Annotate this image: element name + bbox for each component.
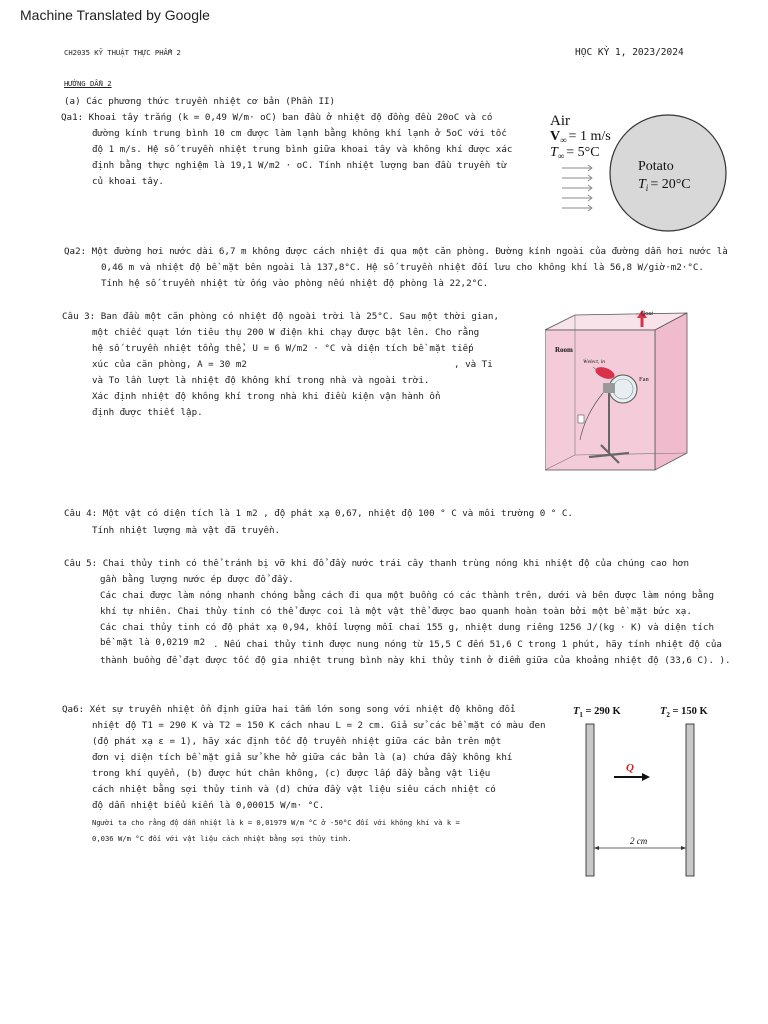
qa2-line: 0,46 m và nhiệt độ bề mặt bên ngoài là 137,8°C. Hệ số truyền nhiệt đối lưu cho không khí là 56,8 W/giờ·m2·°C. bbox=[101, 262, 704, 273]
qa1-line: đường kính trung bình 10 cm được làm lạnh bằng không khí lạnh ở 5oC với tốc bbox=[92, 128, 507, 139]
qa6-line: đơn vị diện tích bề mặt giả sử khe hở giữa các bản là (a) chứa đầy không khí bbox=[92, 752, 513, 763]
qa6-line: Qa6: Xét sự truyền nhiệt ổn định giữa hai tấm lớn song song với nhiệt độ không đổi bbox=[62, 704, 516, 715]
qa6-line: (độ phát xạ ε = 1), hãy xác định tốc độ truyền nhiệt giữa các bản trên một bbox=[92, 736, 502, 747]
qa6-line: trong khí quyển, (b) được hút chân không, (c) được lấp đầy bằng vật liệu bbox=[92, 768, 491, 779]
svg-text:T∞= 5°C: $T_\infty = 5^\circ C$ bbox=[550, 145, 600, 161]
qa6-line: cách nhiệt bằng sợi thủy tinh và (d) chứa đầy vật liệu siêu cách nhiệt có bbox=[92, 784, 496, 795]
room-label: Room bbox=[555, 346, 573, 354]
qa2-line: Qa2: Một đường hơi nước dài 6,7 m không được cách nhiệt đi qua một căn phòng. Đường kính ngoài của đường dẫn hơi nước là bbox=[64, 246, 728, 257]
t1-value: = 290 K bbox=[582, 706, 621, 717]
cau5-line: bề mặt là 0,0219 m2 bbox=[100, 637, 206, 648]
ti-symbol: T bbox=[638, 177, 646, 192]
cau3-line: và To lần lượt là nhiệt độ không khí trong nhà và ngoài trời. bbox=[92, 375, 430, 386]
qa6-line: độ dẫn nhiệt biểu kiến là 0,00015 W/m· °C. bbox=[92, 800, 325, 811]
svg-text:T1 = 290 K: $T_1 = 290$ K bbox=[573, 706, 621, 719]
airflow-arrows bbox=[562, 165, 592, 211]
term: HỌC KỲ 1, 2023/2024 bbox=[575, 47, 684, 58]
t-inf-symbol: T bbox=[550, 145, 558, 160]
svg-text:T2 = 150 K: $T_2 = 150$ K bbox=[660, 706, 708, 719]
course-code: CH2035 KỸ THUẬT THỰC PHẨM 2 bbox=[64, 48, 181, 57]
potato-label: Potato bbox=[638, 159, 674, 174]
fan-label: Fan bbox=[639, 376, 649, 383]
qa1-line: củ khoai tây. bbox=[92, 176, 164, 187]
room-fan-figure bbox=[545, 305, 695, 490]
cau4-line: Câu 4: Một vật có diện tích là 1 m2 , độ phát xạ 0,67, nhiệt độ 100 ° C và môi trường 0 ° C. bbox=[64, 508, 573, 519]
cau3-line: , và Ti bbox=[454, 359, 493, 370]
qa6-line: 0,036 W/m °C đối với vật liệu cách nhiệt bằng sợi thủy tinh. bbox=[92, 834, 352, 843]
q-out-label: Q̇out bbox=[641, 311, 653, 317]
air-temperature: = 5°C bbox=[566, 145, 600, 160]
qa1-line: Qa1: Khoai tây trắng (k = 0,49 W/m· oC) ban đầu ở nhiệt độ đồng đều 20oC và có bbox=[61, 112, 493, 123]
v-inf-symbol: V bbox=[550, 129, 561, 144]
cau5-line: Câu 5: Chai thủy tinh có thể tránh bị vỡ khi đổ đầy nước trái cây thanh trùng nóng khi nhiệt độ của chúng cao hơn bbox=[64, 558, 690, 569]
cau3-line: hệ số truyền nhiệt tổng thể, U = 6 W/m2 · °C và diện tích bề mặt tiếp bbox=[92, 343, 474, 354]
qa1-line: định bằng thực nghiệm là 19,1 W/m2 · oC. Tính nhiệt lượng ban đầu truyền từ bbox=[92, 160, 507, 171]
svg-text:Ti= 20°C: $T_i = 20^\circ C$ bbox=[638, 177, 691, 193]
guide-title: HƯỚNG DẪN 2 bbox=[64, 79, 112, 88]
cau3-line: định được thiết lập. bbox=[92, 407, 203, 418]
w-elect-label: Ẇelect, in bbox=[583, 359, 605, 365]
qa6-line: nhiệt độ T1 = 290 K và T2 = 150 K cách nhau L = 2 cm. Giả sử các bề mặt có màu đen bbox=[92, 720, 546, 731]
section-a-heading: (a) Các phương thức truyền nhiệt cơ bản (Phần II) bbox=[64, 96, 336, 107]
cau3-line: Câu 3: Ban đầu một căn phòng có nhiệt độ ngoài trời là 25°C. Sau một thời gian, bbox=[62, 311, 499, 322]
t2-symbol: T bbox=[660, 706, 667, 717]
cau3-line: Xác định nhiệt độ không khí trong nhà khi điều kiện vận hành ổn bbox=[92, 391, 441, 402]
gap-label: 2 cm bbox=[630, 836, 648, 846]
qa6-line: Người ta cho rằng độ dẫn nhiệt là k = 0,01979 W/m °C ở -50°C đối với không khí và k = bbox=[92, 818, 460, 827]
t1-symbol: T bbox=[573, 706, 580, 717]
plate-1 bbox=[586, 724, 594, 876]
cau3-line: một chiếc quạt lớn tiêu thụ 200 W điện khi chạy được bật lên. Cho rằng bbox=[92, 327, 480, 338]
potato-figure bbox=[540, 108, 730, 233]
machine-translation-banner: Machine Translated by Google bbox=[20, 7, 210, 23]
cau5-line: Các chai được làm nóng nhanh chóng bằng cách đi qua một buồng có các thành trên, dưới và bên được làm nóng bằng bbox=[100, 590, 714, 601]
cau5-line: . Nếu chai thủy tinh được nung nóng từ 15,5 C đến 51,6 C trong 1 phút, hãy tính nhiệt độ của bbox=[213, 639, 722, 650]
cau3-line: xúc của căn phòng, A = 30 m2 bbox=[92, 359, 247, 370]
potato-temperature: = 20°C bbox=[650, 177, 691, 192]
cau5-line: khí tự nhiên. Chai thủy tinh có thể được coi là một vật thể được bao quanh hoàn toàn bởi một bề mặt bức xạ. bbox=[100, 606, 692, 617]
air-velocity: = 1 m/s bbox=[568, 129, 611, 144]
svg-text:V∞= 1 m/s: $V_\infty = 1$ m/s bbox=[550, 129, 611, 145]
wall-outlet-icon bbox=[578, 415, 584, 423]
plate-2 bbox=[686, 724, 694, 876]
q-label: Q bbox=[626, 762, 634, 774]
qa2-line: Tính hệ số truyền nhiệt từ ống vào phòng nếu nhiệt độ phòng là 22,2°C. bbox=[101, 278, 489, 289]
t2-value: = 150 K bbox=[669, 706, 708, 717]
cau4-line: Tính nhiệt lượng mà vật đã truyền. bbox=[92, 525, 281, 536]
parallel-plates-figure bbox=[570, 700, 720, 885]
air-label: Air bbox=[550, 113, 570, 129]
cau5-line: Các chai thủy tinh có độ phát xạ 0,94, khối lượng mỗi chai 155 g, nhiệt dung riêng 1256 J/(kg · K) và diện tích bbox=[100, 622, 714, 633]
qa1-line: độ 1 m/s. Hệ số truyền nhiệt trung bình giữa khoai tây và không khí được xác bbox=[92, 144, 513, 155]
cau5-line: thành buồng để đạt được tốc độ gia nhiệt trung bình này khi thủy tinh ở điểm giữa của khoảng nhiệt độ (33,6 C). ). bbox=[100, 655, 731, 666]
cau5-line: gần bằng lượng nước ép được đổ đầy. bbox=[100, 574, 294, 585]
